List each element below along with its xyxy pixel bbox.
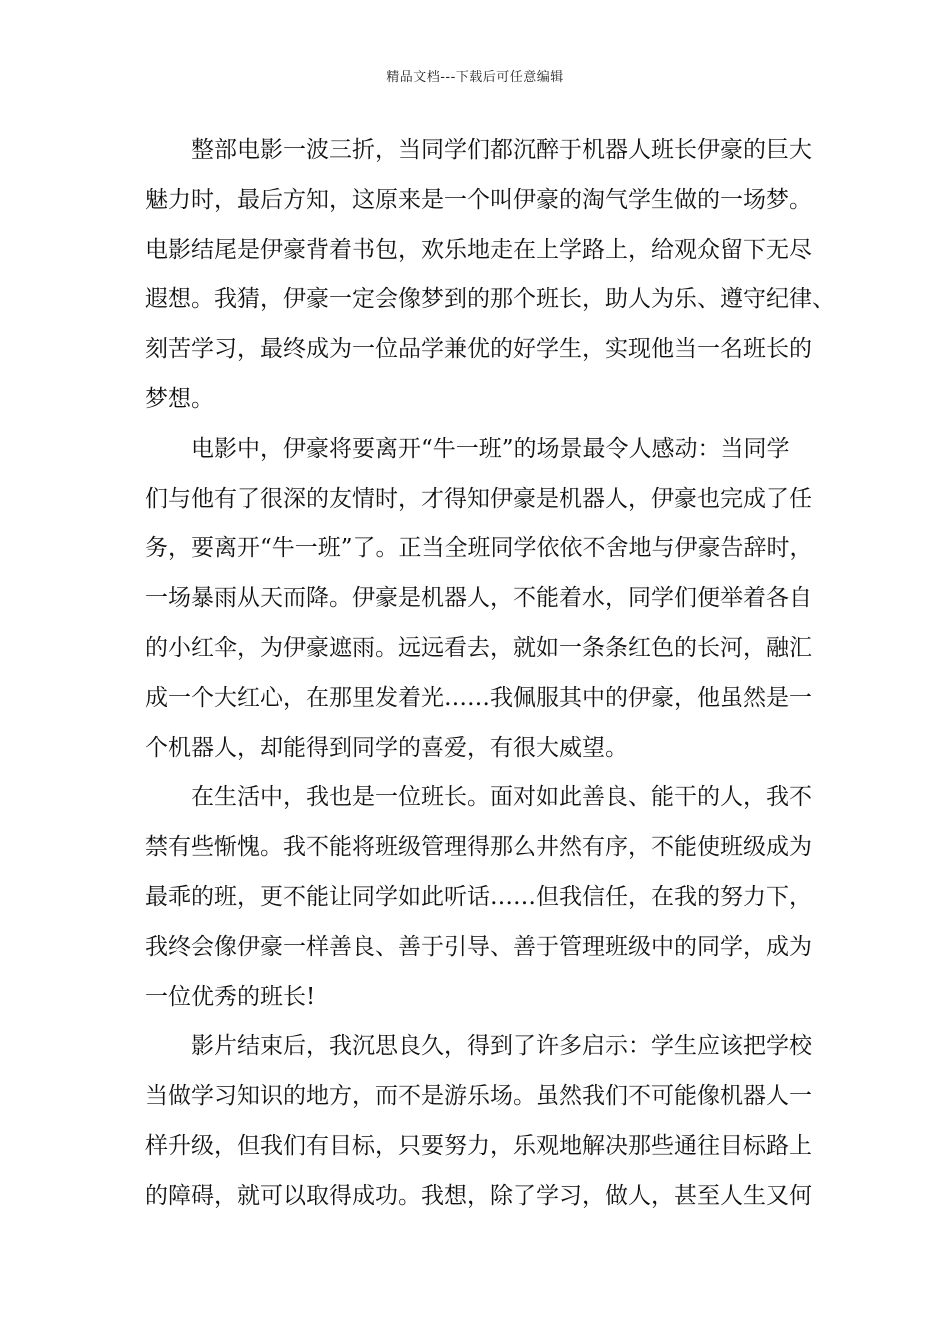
text-line: 我终会像伊豪一样善良、善于引导、善于管理班级中的同学，成为 (145, 933, 812, 960)
text-line: 样升级，但我们有目标，只要努力，乐观地解决那些通往目标路上 (145, 1132, 812, 1159)
text-line: 梦想。 (145, 385, 214, 412)
text-line: 整部电影一波三折，当同学们都沉醉于机器人班长伊豪的巨大 (191, 137, 812, 163)
text-line: 禁有些惭愧。我不能将班级管理得那么井然有序，不能使班级成为 (145, 834, 812, 861)
text-line: 的小红伞，为伊豪遮雨。远远看去，就如一条条红色的长河，融汇 (145, 634, 812, 661)
paragraph-3 (145, 773, 835, 1022)
text-line: 一场暴雨从天而降。伊豪是机器人，不能着水，同学们便举着各自 (145, 585, 812, 612)
page-header: 精品文档---下载后可任意编辑 (386, 70, 564, 85)
text-line: 最乖的班，更不能让同学如此听话……但我信任，在我的努力下， (145, 883, 812, 910)
text-line: 在生活中，我也是一位班长。面对如此善良、能干的人，我不 (191, 784, 812, 811)
paragraph-2 (145, 425, 835, 774)
text-line: 电影中，伊豪将要离开“牛一班”的场景最令人感动：当同学 (191, 435, 790, 462)
text-line: 个机器人，却能得到同学的喜爱，有很大威望。 (145, 734, 628, 761)
text-line: 电影结尾是伊豪背着书包，欢乐地走在上学路上，给观众留下无尽 (145, 236, 812, 263)
document-body (145, 126, 835, 1222)
text-line: 当做学习知识的地方，而不是游乐场。虽然我们不可能像机器人一 (145, 1083, 812, 1110)
text-line: 的障碍，就可以取得成功。我想，除了学习，做人，甚至人生又何 (145, 1182, 812, 1209)
text-line: 成一个大红心，在那里发着光……我佩服其中的伊豪，他虽然是一 (145, 684, 812, 711)
text-line: 一位优秀的班长! (145, 983, 316, 1010)
text-line: 遐想。我猜，伊豪一定会像梦到的那个班长，助人为乐、遵守纪律、 (145, 286, 835, 313)
text-line: 刻苦学习，最终成为一位品学兼优的好学生，实现他当一名班长的 (145, 336, 812, 363)
text-line: 魅力时，最后方知，这原来是一个叫伊豪的淘气学生做的一场梦。 (145, 186, 812, 213)
paragraph-1 (145, 126, 835, 425)
text-line: 务，要离开“牛一班”了。正当全班同学依依不舍地与伊豪告辞时， (145, 535, 813, 562)
text-line: 影片结束后，我沉思良久，得到了许多启示：学生应该把学校 (191, 1033, 812, 1060)
text-line: 们与他有了很深的友情时，才得知伊豪是机器人，伊豪也完成了任 (145, 485, 812, 512)
paragraph-4 (145, 1022, 835, 1221)
